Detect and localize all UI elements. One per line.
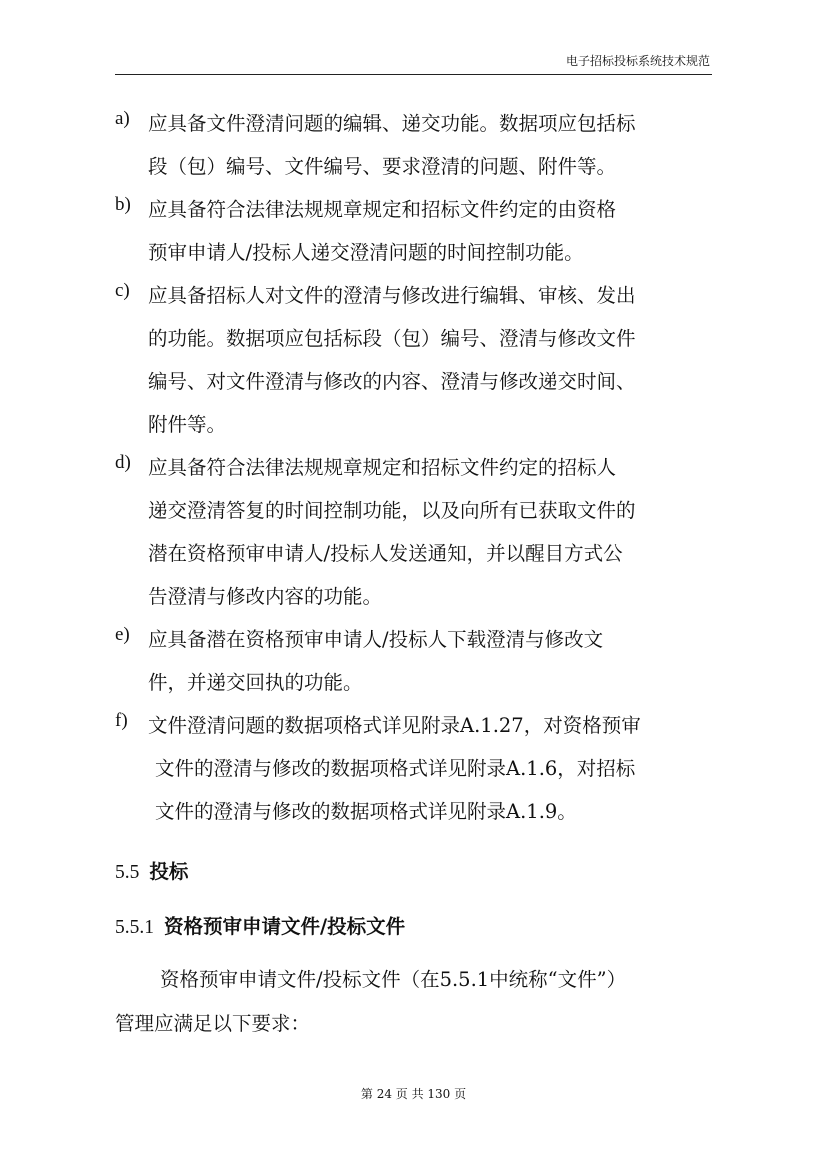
section-heading bbox=[115, 856, 188, 884]
subsection-title: 资格预审申请文件/投标文件 bbox=[164, 915, 406, 938]
item-label: f) bbox=[115, 710, 128, 731]
item-line: 告澄清与修改内容的功能。 bbox=[148, 585, 383, 608]
item-line: 文件的澄清与修改的数据项格式详见附录A.1.9。 bbox=[155, 800, 577, 823]
section-title: 投标 bbox=[149, 860, 189, 883]
item-line: 预审申请人/投标人递交澄清问题的时间控制功能。 bbox=[148, 241, 584, 264]
item-line: 附件等。 bbox=[148, 413, 227, 436]
item-line: 文件澄清问题的数据项格式详见附录A.1.27，对资格预审 bbox=[148, 714, 641, 737]
item-line: 应具备潜在资格预审申请人/投标人下载澄清与修改文 bbox=[148, 628, 604, 651]
item-line: 的功能。数据项应包括标段（包）编号、澄清与修改文件 bbox=[148, 327, 636, 350]
item-line: 件，并递交回执的功能。 bbox=[148, 671, 363, 694]
item-line: 编号、对文件澄清与修改的内容、澄清与修改递交时间、 bbox=[148, 370, 636, 393]
item-line: 递交澄清答复的时间控制功能，以及向所有已获取文件的 bbox=[148, 499, 636, 522]
item-label: d) bbox=[115, 452, 131, 473]
item-label: e) bbox=[115, 624, 130, 645]
item-line: 应具备招标人对文件的澄清与修改进行编辑、审核、发出 bbox=[148, 284, 636, 307]
header-title: 电子招标投标系统技术规范 bbox=[565, 54, 710, 68]
item-label: a) bbox=[115, 108, 130, 129]
item-line: 潜在资格预审申请人/投标人发送通知，并以醒目方式公 bbox=[148, 542, 623, 565]
item-line: 应具备符合法律法规规章规定和招标文件约定的招标人 bbox=[148, 456, 617, 479]
item-line: 应具备符合法律法规规章规定和招标文件约定的由资格 bbox=[148, 198, 617, 221]
paragraph-line: 管理应满足以下要求： bbox=[115, 1012, 311, 1035]
page-footer: 第 24 页 共 130 页 bbox=[360, 1087, 467, 1101]
item-line: 段（包）编号、文件编号、要求澄清的问题、附件等。 bbox=[148, 155, 617, 178]
item-line: 文件的澄清与修改的数据项格式详见附录A.1.6，对招标 bbox=[155, 757, 636, 780]
subsection-heading bbox=[115, 911, 405, 939]
section-number: 5.5 bbox=[115, 862, 140, 883]
item-label: b) bbox=[115, 194, 131, 215]
subsection-number: 5.5.1 bbox=[115, 917, 154, 938]
item-label: c) bbox=[115, 280, 130, 301]
paragraph-line: 资格预审申请文件/投标文件（在5.5.1中统称“文件”） bbox=[160, 968, 627, 991]
page-header bbox=[115, 50, 712, 75]
item-line: 应具备文件澄清问题的编辑、递交功能。数据项应包括标 bbox=[148, 112, 636, 135]
